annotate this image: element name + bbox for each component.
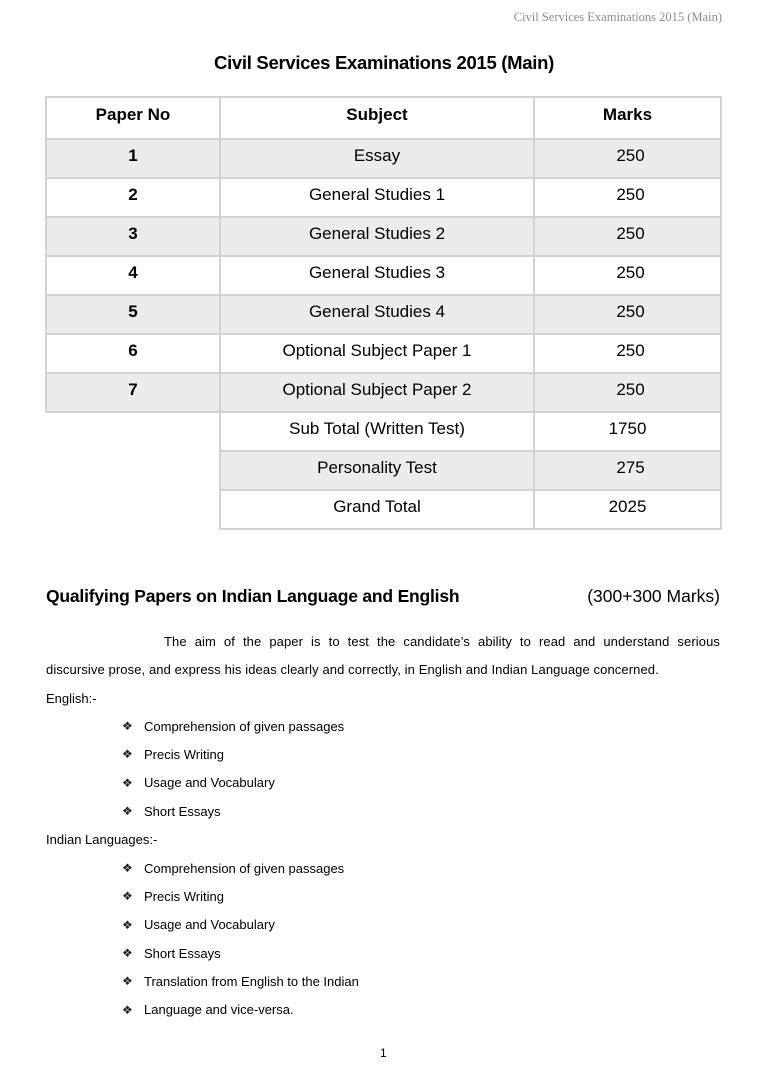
section-heading: Qualifying Papers on Indian Language and English — [46, 586, 460, 606]
paragraph-line-2: discursive prose, and express his ideas clearly and correctly, in English and Indian Language concerned. — [46, 662, 659, 677]
diamond-bullet-icon: ❖ — [122, 861, 133, 876]
diamond-bullet-icon: ❖ — [122, 719, 133, 734]
list-item — [122, 797, 344, 825]
list-item-text: Translation from English to the Indian — [144, 973, 359, 989]
diamond-bullet-icon: ❖ — [122, 974, 133, 989]
list-item — [122, 712, 344, 740]
table-row — [46, 178, 721, 217]
table-row — [46, 295, 721, 334]
personality-test-row — [46, 451, 721, 490]
marks-value: 250 — [616, 185, 645, 204]
subject-cell: Optional Subject Paper 1 — [220, 334, 534, 373]
list-item — [122, 769, 344, 797]
marks-value: 250 — [616, 224, 645, 243]
paper-no-cell: 3 — [46, 217, 220, 256]
page-number: 1 — [380, 1046, 387, 1060]
header-marks: Marks — [534, 97, 721, 139]
marks-value: 250 — [616, 341, 645, 360]
subject-cell: Optional Subject Paper 2 — [220, 373, 534, 412]
running-header: Civil Services Examinations 2015 (Main) — [513, 10, 722, 24]
diamond-bullet-icon: ❖ — [122, 917, 133, 932]
list-item-text: Usage and Vocabulary — [144, 775, 275, 791]
list-item — [122, 995, 359, 1023]
marks-cell — [534, 178, 721, 217]
english-label: English:- — [46, 691, 97, 706]
diamond-bullet-icon: ❖ — [122, 946, 133, 961]
marks-value: 250 — [616, 380, 645, 399]
paper-no-cell: 4 — [46, 256, 220, 295]
english-list — [122, 712, 344, 825]
diamond-bullet-icon: ❖ — [122, 889, 133, 904]
table-row — [46, 217, 721, 256]
total-marks-cell — [534, 451, 721, 490]
list-item-text: Comprehension of given passages — [144, 860, 345, 876]
empty-cell — [46, 490, 220, 529]
marks-cell — [534, 295, 721, 334]
diamond-bullet-icon: ❖ — [122, 775, 133, 790]
paper-no-cell: 1 — [46, 139, 220, 178]
marks-value: 250 — [616, 302, 645, 321]
total-label-cell: Personality Test — [220, 451, 534, 490]
marks-cell — [534, 256, 721, 295]
marks-cell — [534, 217, 721, 256]
table-row — [46, 373, 721, 412]
list-item — [122, 911, 359, 939]
marks-value: 250 — [616, 146, 645, 165]
marks-cell — [534, 334, 721, 373]
table-row — [46, 139, 721, 178]
diamond-bullet-icon: ❖ — [122, 747, 133, 762]
list-item-text: Short Essays — [144, 803, 221, 819]
diamond-bullet-icon: ❖ — [122, 804, 133, 819]
subject-cell: General Studies 1 — [220, 178, 534, 217]
list-item — [122, 939, 359, 967]
list-item — [122, 967, 359, 995]
paragraph-line-1: The aim of the paper is to test the candidate’s ability to read and understand serious — [164, 634, 720, 649]
subject-cell: Essay — [220, 139, 534, 178]
marks-value: 275 — [616, 458, 645, 477]
list-item-text: Precis Writing — [144, 888, 224, 904]
table-row — [46, 334, 721, 373]
list-item-text: Precis Writing — [144, 746, 224, 762]
list-item-text: Short Essays — [144, 945, 221, 961]
page-title: Civil Services Examinations 2015 (Main) — [214, 52, 554, 73]
table-header-row — [46, 97, 721, 139]
total-label-cell: Sub Total (Written Test) — [220, 412, 534, 451]
paper-no-cell: 5 — [46, 295, 220, 334]
list-item — [122, 740, 344, 768]
paper-no-cell: 6 — [46, 334, 220, 373]
list-item — [122, 854, 359, 882]
list-item-text: Usage and Vocabulary — [144, 917, 275, 933]
empty-cell — [46, 451, 220, 490]
grand-total-row — [46, 490, 721, 529]
total-marks-cell: 1750 — [534, 412, 721, 451]
diamond-bullet-icon: ❖ — [122, 1002, 133, 1017]
subtotal-row — [46, 412, 721, 451]
list-item-text: Language and vice-versa. — [144, 1002, 294, 1018]
list-item — [122, 882, 359, 910]
marks-cell — [534, 373, 721, 412]
empty-cell — [46, 412, 220, 451]
subject-cell: General Studies 3 — [220, 256, 534, 295]
table-row — [46, 256, 721, 295]
marks-value: 250 — [616, 263, 645, 282]
indian-languages-label: Indian Languages:- — [46, 832, 158, 847]
header-paper-no: Paper No — [46, 97, 220, 139]
paper-no-cell: 7 — [46, 373, 220, 412]
header-subject: Subject — [220, 97, 534, 139]
marks-table — [45, 96, 722, 530]
total-marks-cell: 2025 — [534, 490, 721, 529]
subject-cell: General Studies 4 — [220, 295, 534, 334]
subject-cell: General Studies 2 — [220, 217, 534, 256]
list-item-text: Comprehension of given passages — [144, 718, 345, 734]
paper-no-cell: 2 — [46, 178, 220, 217]
marks-cell — [534, 139, 721, 178]
section-marks: (300+300 Marks) — [587, 586, 720, 606]
indian-languages-list — [122, 854, 359, 1024]
total-label-cell: Grand Total — [220, 490, 534, 529]
